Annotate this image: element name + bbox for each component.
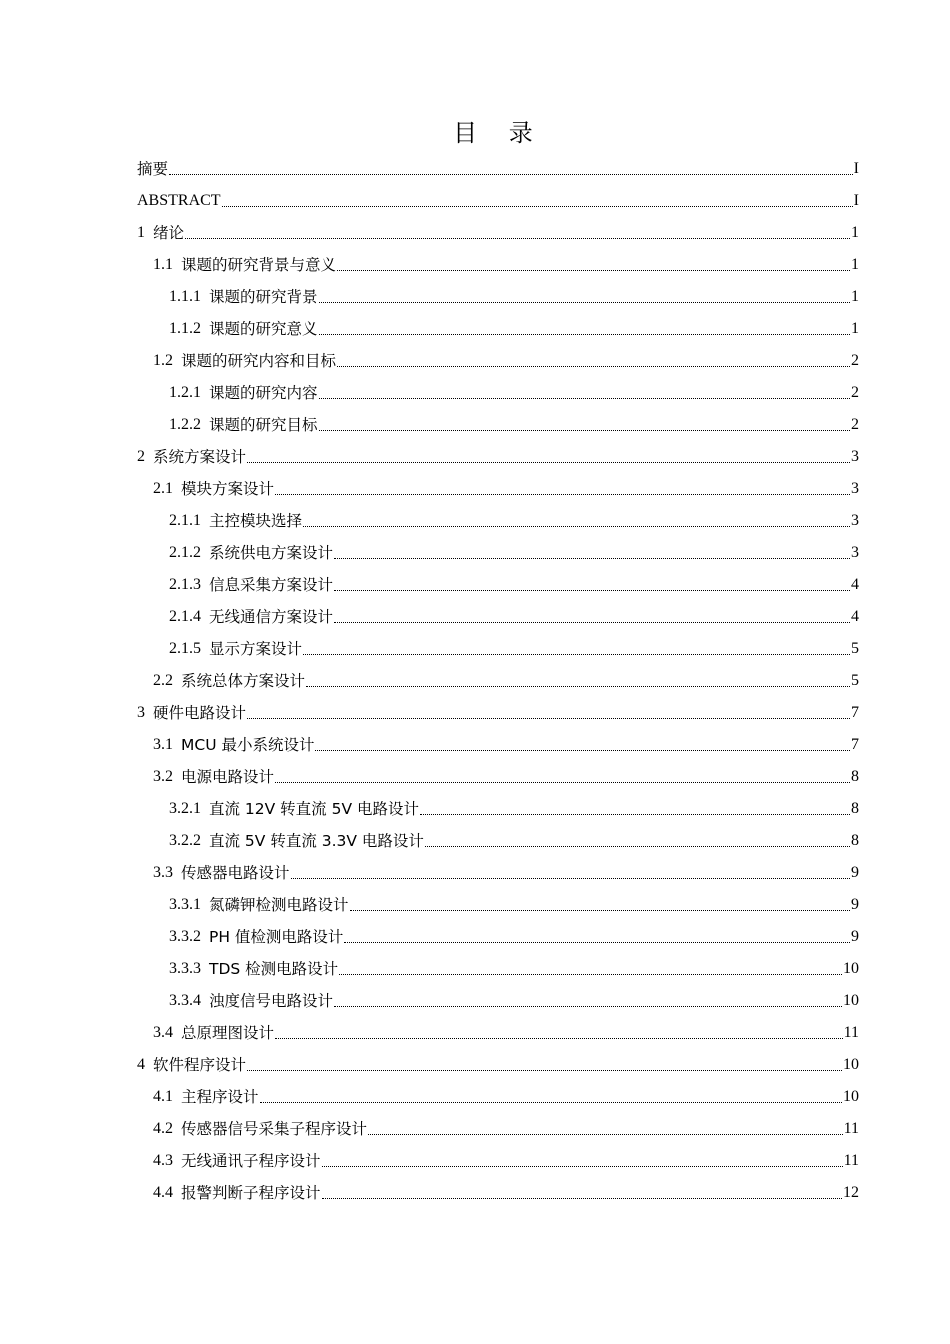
toc-dot-leader	[334, 558, 850, 559]
toc-entry-title: 绪论	[153, 224, 185, 242]
toc-entry[interactable]	[137, 759, 859, 791]
toc-entry-page-number: 11	[843, 1152, 859, 1169]
toc-entry-title: 系统供电方案设计	[209, 544, 334, 562]
toc-entry-title: 课题的研究意义	[209, 320, 318, 338]
toc-entry[interactable]	[137, 535, 859, 567]
toc-entry-title: 浊度信号电路设计	[209, 992, 334, 1010]
toc-entry-number: 4.1	[153, 1088, 173, 1105]
toc-entry-number: 1.2	[153, 352, 173, 369]
toc-dot-leader	[337, 366, 850, 367]
toc-entry-page-number: 9	[851, 864, 859, 881]
toc-dot-leader	[319, 302, 850, 303]
toc-entry-number: 3.3	[153, 864, 173, 881]
toc-entry-number: 2.1	[153, 480, 173, 497]
toc-entry-number: 3.2.2	[169, 832, 201, 849]
toc-dot-leader	[319, 398, 850, 399]
toc-entry[interactable]	[137, 471, 859, 503]
toc-entry-title: 显示方案设计	[209, 640, 303, 658]
toc-dot-leader	[247, 462, 850, 463]
toc-dot-leader	[260, 1102, 842, 1103]
toc-entry-page-number: I	[853, 160, 859, 177]
toc-entry-title: 课题的研究内容	[209, 384, 318, 402]
toc-entry-title: 电源电路设计	[181, 768, 275, 786]
toc-entry[interactable]	[137, 919, 859, 951]
toc-entry-title: 无线通讯子程序设计	[181, 1152, 321, 1170]
toc-dot-leader	[222, 206, 853, 207]
toc-entry-number: 3.2	[153, 768, 173, 785]
toc-entry-number: 2.1.2	[169, 544, 201, 561]
toc-entry-title: 直流 5V 转直流 3.3V 电路设计	[209, 832, 424, 850]
toc-entry-number: 1.1.2	[169, 320, 201, 337]
toc-entry-number: 1.2.1	[169, 384, 201, 401]
toc-entry-page-number: 10	[843, 1088, 859, 1105]
toc-entry-page-number: 5	[851, 640, 859, 657]
toc-entry[interactable]	[137, 791, 859, 823]
toc-dot-leader	[291, 878, 850, 879]
toc-entry-number: 4.3	[153, 1152, 173, 1169]
toc-entry-title: 软件程序设计	[153, 1056, 247, 1074]
toc-entry-title: 直流 12V 转直流 5V 电路设计	[209, 800, 419, 818]
toc-entry-number: 3.3.1	[169, 896, 201, 913]
toc-entry[interactable]	[137, 215, 859, 247]
toc-entry-number: 1	[137, 224, 145, 241]
toc-entry[interactable]	[137, 599, 859, 631]
toc-entry-number: 2	[137, 448, 145, 465]
toc-entry-number: 1.1.1	[169, 288, 201, 305]
toc-entry[interactable]	[137, 407, 859, 439]
toc-entry-title: 课题的研究目标	[209, 416, 318, 434]
toc-entry[interactable]	[137, 183, 859, 215]
toc-entry-title: 硬件电路设计	[153, 704, 247, 722]
toc-entry-page-number: 4	[851, 576, 859, 593]
toc-entry-page-number: 9	[851, 928, 859, 945]
toc-entry-number: 3.2.1	[169, 800, 201, 817]
toc-entry-page-number: 11	[843, 1120, 859, 1137]
toc-list	[137, 151, 859, 1207]
toc-dot-leader	[322, 1166, 843, 1167]
toc-entry-page-number: 10	[843, 960, 859, 977]
toc-entry[interactable]	[137, 1143, 859, 1175]
toc-dot-leader	[344, 942, 850, 943]
toc-entry[interactable]	[137, 1079, 859, 1111]
toc-entry-number: 3.1	[153, 736, 173, 753]
toc-entry-page-number: 8	[851, 832, 859, 849]
toc-entry[interactable]	[137, 439, 859, 471]
toc-dot-leader	[425, 846, 850, 847]
toc-entry-title: 课题的研究背景	[209, 288, 318, 306]
toc-entry-page-number: 12	[843, 1184, 859, 1201]
toc-entry-page-number: 7	[851, 736, 859, 753]
toc-entry[interactable]	[137, 695, 859, 727]
toc-entry-number: 3.4	[153, 1024, 173, 1041]
toc-entry-title: 氮磷钾检测电路设计	[209, 896, 349, 914]
toc-entry-title: ABSTRACT	[137, 192, 221, 209]
toc-entry-number: 3.3.4	[169, 992, 201, 1009]
toc-entry-page-number: 4	[851, 608, 859, 625]
toc-entry[interactable]	[137, 375, 859, 407]
toc-entry-number: 2.1.5	[169, 640, 201, 657]
toc-dot-leader	[275, 1038, 843, 1039]
toc-entry-title: 传感器信号采集子程序设计	[181, 1120, 368, 1138]
toc-entry-page-number: 8	[851, 800, 859, 817]
toc-entry-page-number: 3	[851, 448, 859, 465]
toc-dot-leader	[322, 1198, 842, 1199]
toc-entry[interactable]	[137, 247, 859, 279]
toc-dot-leader	[275, 494, 850, 495]
toc-entry-title: 无线通信方案设计	[209, 608, 334, 626]
toc-entry-number: 4.2	[153, 1120, 173, 1137]
toc-entry-page-number: 3	[851, 544, 859, 561]
toc-entry[interactable]	[137, 823, 859, 855]
toc-entry-title: MCU 最小系统设计	[181, 736, 315, 754]
toc-entry[interactable]	[137, 1175, 859, 1207]
toc-entry-number: 3.3.2	[169, 928, 201, 945]
toc-entry-page-number: 10	[843, 1056, 859, 1073]
toc-entry-title: 课题的研究内容和目标	[181, 352, 337, 370]
toc-entry-page-number: 10	[843, 992, 859, 1009]
toc-entry[interactable]	[137, 887, 859, 919]
toc-entry[interactable]	[137, 951, 859, 983]
toc-entry-title: 信息采集方案设计	[209, 576, 334, 594]
toc-entry-number: 4	[137, 1056, 145, 1073]
toc-entry[interactable]	[137, 567, 859, 599]
toc-entry-title: 主程序设计	[181, 1088, 259, 1106]
toc-dot-leader	[169, 174, 853, 175]
toc-entry-title: 系统方案设计	[153, 448, 247, 466]
toc-entry[interactable]	[137, 279, 859, 311]
toc-entry-title: 报警判断子程序设计	[181, 1184, 321, 1202]
toc-entry-number: 4.4	[153, 1184, 173, 1201]
toc-entry-title: 模块方案设计	[181, 480, 275, 498]
toc-entry-number: 2.1.3	[169, 576, 201, 593]
toc-entry[interactable]	[137, 631, 859, 663]
toc-dot-leader	[185, 238, 850, 239]
toc-dot-leader	[319, 430, 850, 431]
toc-entry[interactable]	[137, 855, 859, 887]
toc-dot-leader	[303, 526, 850, 527]
toc-dot-leader	[334, 622, 850, 623]
toc-entry-number: 1.1	[153, 256, 173, 273]
toc-entry[interactable]	[137, 503, 859, 535]
toc-entry-page-number: 2	[851, 384, 859, 401]
toc-entry-title: 总原理图设计	[181, 1024, 275, 1042]
toc-entry-title: PH 值检测电路设计	[209, 928, 344, 946]
toc-entry[interactable]	[137, 311, 859, 343]
toc-entry-page-number: 1	[851, 288, 859, 305]
toc-entry-page-number: 9	[851, 896, 859, 913]
toc-entry-page-number: 1	[851, 224, 859, 241]
toc-entry-page-number: 1	[851, 320, 859, 337]
toc-title: 目 录	[453, 119, 545, 147]
toc-dot-leader	[350, 910, 850, 911]
toc-entry[interactable]	[137, 663, 859, 695]
toc-entry-title: 传感器电路设计	[181, 864, 290, 882]
toc-dot-leader	[303, 654, 850, 655]
toc-entry[interactable]	[137, 151, 859, 183]
toc-dot-leader	[247, 718, 850, 719]
toc-entry-number: 2.2	[153, 672, 173, 689]
toc-dot-leader	[315, 750, 850, 751]
toc-dot-leader	[319, 334, 850, 335]
toc-entry-title: 主控模块选择	[209, 512, 303, 530]
toc-entry-number: 2.1.4	[169, 608, 201, 625]
toc-entry[interactable]	[137, 343, 859, 375]
toc-entry-number: 3.3.3	[169, 960, 201, 977]
toc-entry-page-number: I	[853, 192, 859, 209]
toc-entry[interactable]	[137, 1111, 859, 1143]
toc-entry-page-number: 1	[851, 256, 859, 273]
toc-entry-page-number: 3	[851, 480, 859, 497]
toc-dot-leader	[339, 974, 842, 975]
toc-dot-leader	[368, 1134, 843, 1135]
toc-entry-number: 1.2.2	[169, 416, 201, 433]
toc-entry-page-number: 2	[851, 352, 859, 369]
toc-entry[interactable]	[137, 727, 859, 759]
toc-dot-leader	[247, 1070, 842, 1071]
toc-entry-title: 系统总体方案设计	[181, 672, 306, 690]
toc-entry-page-number: 5	[851, 672, 859, 689]
toc-entry-title: TDS 检测电路设计	[209, 960, 339, 978]
toc-dot-leader	[334, 590, 850, 591]
toc-entry-number: 3	[137, 704, 145, 721]
toc-entry-page-number: 8	[851, 768, 859, 785]
toc-dot-leader	[334, 1006, 842, 1007]
toc-entry[interactable]	[137, 1047, 859, 1079]
toc-entry-page-number: 7	[851, 704, 859, 721]
toc-entry-title: 课题的研究背景与意义	[181, 256, 337, 274]
toc-entry[interactable]	[137, 983, 859, 1015]
toc-dot-leader	[275, 782, 850, 783]
toc-entry-page-number: 2	[851, 416, 859, 433]
toc-entry-page-number: 3	[851, 512, 859, 529]
toc-entry-number: 2.1.1	[169, 512, 201, 529]
toc-dot-leader	[420, 814, 850, 815]
toc-entry[interactable]	[137, 1015, 859, 1047]
toc-entry-page-number: 11	[843, 1024, 859, 1041]
toc-dot-leader	[337, 270, 850, 271]
toc-entry-title: 摘要	[137, 160, 169, 178]
toc-dot-leader	[306, 686, 850, 687]
